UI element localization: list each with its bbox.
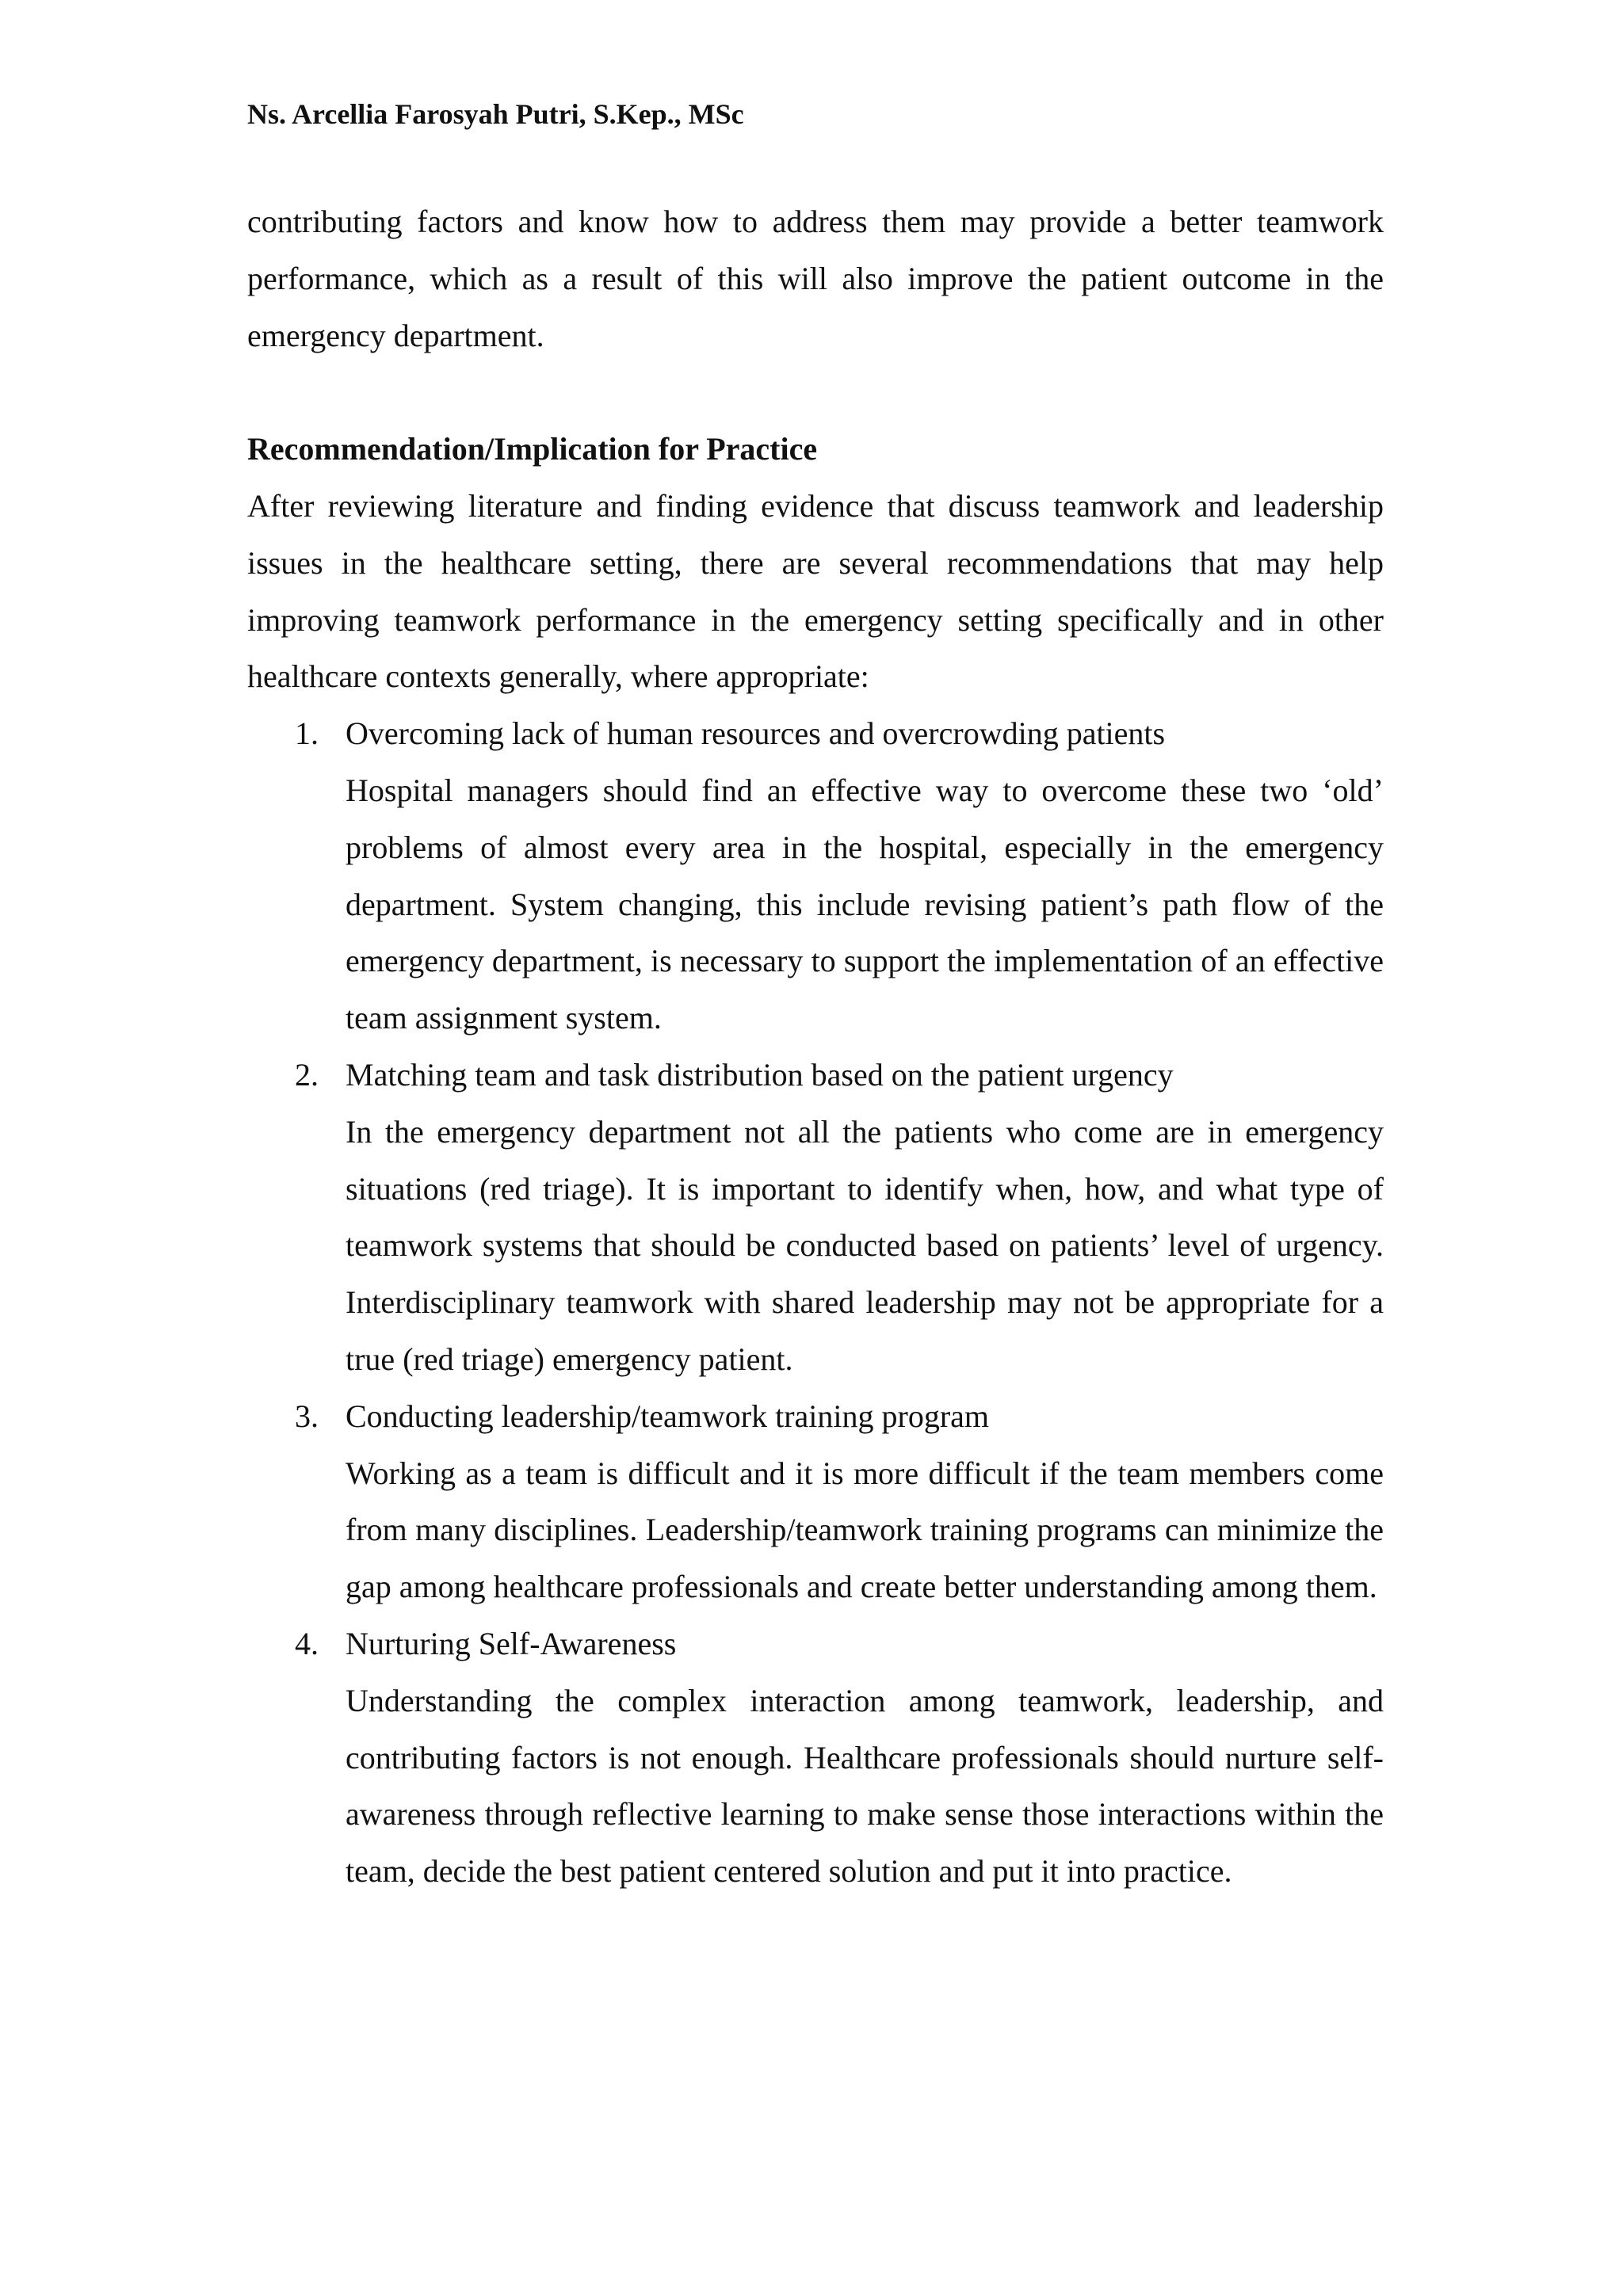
recommendation-number: 3.	[295, 1398, 319, 1434]
recommendation-title: Conducting leadership/teamwork training program	[346, 1398, 990, 1434]
recommendation-list	[247, 705, 1384, 1900]
intro-paragraph: contributing factors and know how to address them may provide a better teamwork performance, which as a result of this will also improve the patient outcome in the emergency department.	[247, 204, 1384, 353]
section-heading: Recommendation/Implication for Practice	[247, 431, 818, 467]
recommendation-item-2	[247, 1047, 1384, 1388]
section-lead-paragraph: After reviewing literature and finding evidence that discuss teamwork and leadership issues in the healthcare setting, there are several recommendations that may help improving teamwork performance in the emergency setting specifically and in other healthcare contexts generally, where appropriate:	[247, 487, 1384, 695]
recommendation-title: Matching team and task distribution based on the patient urgency	[346, 1056, 1174, 1093]
recommendation-number: 1.	[295, 715, 319, 752]
recommendation-body: Hospital managers should find an effective way to overcome these two ‘old’ problems of almost every area in the hospital, especially in the emergency department. System changing, this include revising patient’s path flow of the emergency department, is necessary to support the implementation of an effective team assignment system.	[346, 772, 1384, 1036]
recommendation-item-4	[247, 1615, 1384, 1900]
page-header-author: Ns. Arcellia Farosyah Putri, S.Kep., MSc	[247, 98, 744, 130]
recommendation-title: Nurturing Self-Awareness	[346, 1625, 677, 1661]
recommendation-body: Understanding the complex interaction among teamwork, leadership, and contributing factors is not enough. Healthcare professionals should nurture self-awareness through reflective learning to make sense those interactions within the team, decide the best patient centered solution and put it into practice.	[346, 1682, 1384, 1890]
recommendation-number: 2.	[295, 1056, 319, 1093]
recommendation-body: In the emergency department not all the patients who come are in emergency situations (red triage). It is important to identify when, how, and what type of teamwork systems that should be conducted based on patients’ level of urgency. Interdisciplinary teamwork with shared leadership may not be appropriate for a true (red triage) emergency patient.	[346, 1113, 1384, 1377]
recommendation-number: 4.	[295, 1625, 319, 1661]
recommendation-item-3	[247, 1388, 1384, 1615]
recommendation-body: Working as a team is difficult and it is more difficult if the team members come from many disciplines. Leadership/teamwork training programs can minimize the gap among healthcare professionals and create better understanding among them.	[346, 1455, 1384, 1605]
recommendation-title: Overcoming lack of human resources and overcrowding patients	[346, 715, 1166, 752]
recommendation-item-1	[247, 705, 1384, 1047]
page-content	[247, 193, 1384, 1900]
